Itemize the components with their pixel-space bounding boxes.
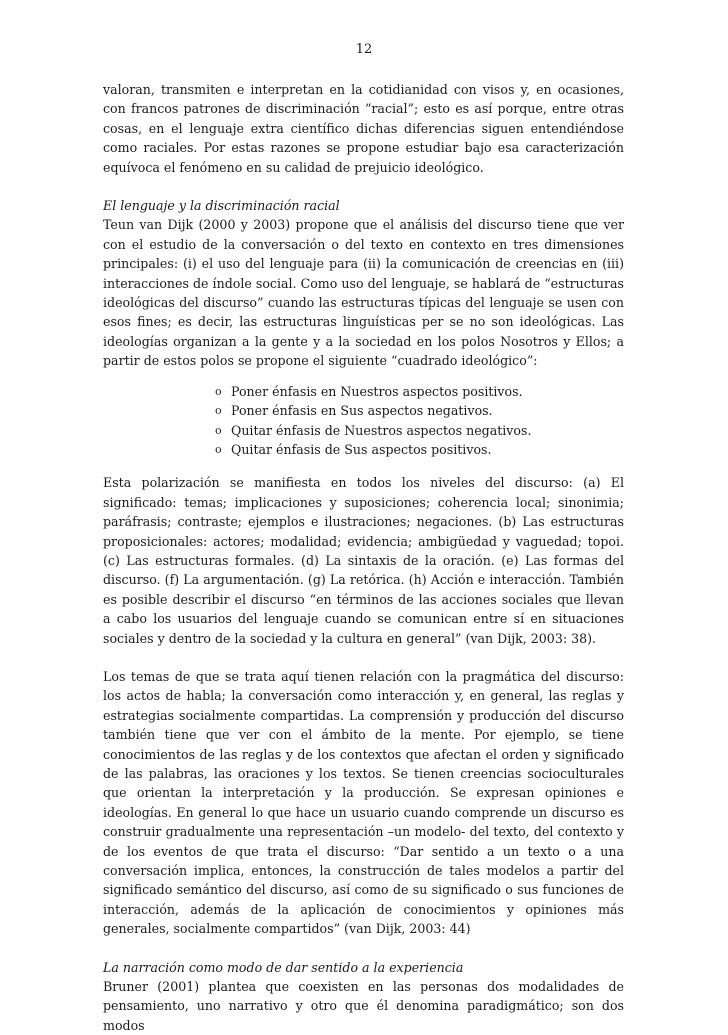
list-item: o Poner énfasis en Nuestros aspectos positivos. — [215, 382, 624, 401]
bullet-marker-icon: o — [215, 442, 222, 456]
bullet-marker-icon: o — [215, 384, 222, 398]
page-number: 12 — [355, 42, 373, 57]
paragraph-1: valoran, transmiten e interpretan en la cotidianidad con visos y, en ocasiones, con francos patrones de discriminación “racial”; esto es así porque, entre otras cosas, en el lenguaje extra científico dichas diferencias siguen entendiéndose como raciales. Por estas razones se propone estudiar bajo esa caracterización equívoca el fenómeno en su calidad de prejuicio ideológico. — [103, 82, 624, 175]
bullet-marker-icon: o — [215, 404, 222, 418]
section-heading-racial-discrimination: El lenguaje y la discriminación racial — [103, 198, 340, 214]
paragraph-gap — [103, 648, 624, 667]
paragraph-gap — [103, 939, 624, 958]
bullet-marker-icon: o — [215, 423, 222, 437]
list-item: o Poner énfasis en Sus aspectos negativos. — [215, 401, 624, 420]
paragraph-3: Esta polarización se manifiesta en todos los niveles del discurso: (a) El significado: temas; implicaciones y suposiciones; coherencia local; sinonimia; paráfrasis; contraste; ejemplos e ilustraciones; negaciones. (b) Las estructuras proposicionales: actores; modalidad; evidencia; ambigüedad y vaguedad; topoi. (c) Las estructuras formales. (d) La sintaxis de la oración. (e) Las formas del discurso. (f) La argumentación. (g) La retórica. (h) Acción e interacción. También es posible describir el discurso “en términos de las acciones sociales que llevan a cabo los usuarios del lenguaje cuando se comunican entre sí en situaciones sociales y dentro de la sociedad y la cultura en general” (van Dijk, 2003: 38). — [103, 475, 624, 646]
paragraph-4: Los temas de que se trata aquí tienen relación con la pragmática del discurso: los actos de habla; la conversación como interacción y, en general, las reglas y estrategias socialmente compartidas. La comprensión y producción del discurso también tiene que ver con el ámbito de la mente. Por ejemplo, se tiene conocimientos de las reglas y de los contextos que afectan el orden y significado de las palabras, las oraciones y los textos. Se tienen creencias socioculturales que orientan la interpretación y la producción. Se expresan opiniones e ideologías. En general lo que hace un usuario cuando comprende un discurso es construir gradualmente una representación –un modelo- del texto, del contexto y de los eventos de que trata el discurso: “Dar sentido a un texto o a una conversación implica, entonces, la construcción de tales modelos a partir del significado semántico del discurso, así como de su significado o sus funciones de interacción, además de la aplicación de conocimientos y opiniones más generales, socialmente compartidos” (van Dijk, 2003: 44) — [103, 668, 624, 937]
list-item: o Quitar énfasis de Nuestros aspectos negativos. — [215, 421, 624, 440]
paragraph-2: Teun van Dijk (2000 y 2003) propone que el análisis del discurso tiene que ver con el estudio de la conversación o del texto en contexto en tres dimensiones principales: (i) el uso del lenguaje para (ii) la comunicación de creencias en (iii) interacciones de índole social. Como uso del lenguaje, se hablará de “estructuras ideológicas del discurso” cuando las estructuras típicas del lenguaje se usen con esos fines; es decir, las estructuras linguísticas per se no son ideológicas. Las ideologías organizan a la gente y a la sociedad en los polos Nosotros y Ellos; a partir de estos polos se propone el siguiente “cuadrado ideológico”: — [103, 217, 624, 369]
list-item: o Quitar énfasis de Sus aspectos positivos. — [215, 440, 624, 459]
paragraph-gap — [103, 177, 624, 196]
paragraph-gap — [103, 371, 624, 382]
page-content — [103, 80, 624, 1035]
ideological-square-list — [103, 382, 624, 460]
section-heading-narration: La narración como modo de dar sentido a la experiencia — [103, 959, 464, 975]
paragraph-5: Bruner (2001) plantea que coexisten en las personas dos modalidades de pensamiento, uno narrativo y otro que él denomina paradigmático; son dos modos — [103, 979, 624, 1033]
paragraph-gap — [103, 459, 624, 473]
